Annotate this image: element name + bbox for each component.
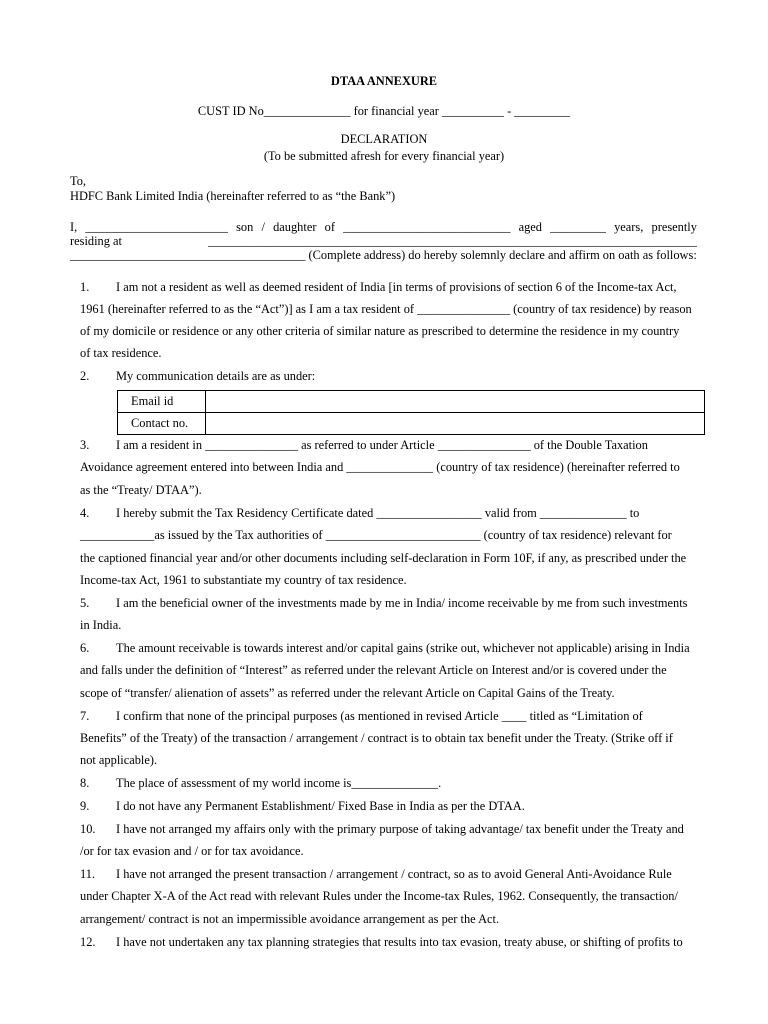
intro-word: of	[324, 220, 335, 234]
item-4-line-4: Income-tax Act, 1961 to substantiate my country of tax residence.	[80, 573, 407, 587]
item-number: 7.	[80, 709, 90, 723]
item-4-line-2: ____________as issued by the Tax authorities of _________________________ (country of tax residence) relevant for	[80, 528, 672, 542]
intro-word: _______________________	[85, 220, 228, 234]
item-4-line-3: the captioned financial year and/or other documents including self-declaration in Form 10F, if any, as prescribed under the	[80, 551, 687, 565]
item-3-line-2: Avoidance agreement entered into between India and ______________ (country of tax residence) (hereinafter referred to	[80, 460, 680, 474]
item-text: I have not arranged my affairs only with the primary purpose of taking advantage/ tax benefit under the Treaty and	[116, 822, 684, 836]
contact-no-label: Contact no.	[118, 413, 206, 435]
item-number: 5.	[80, 596, 90, 610]
bank-line: HDFC Bank Limited India (hereinafter referred to as “the Bank”)	[70, 189, 396, 203]
intro-line-2	[70, 234, 697, 249]
item-5-line-1	[80, 596, 696, 611]
item-text: I do not have any Permanent Establishment/ Fixed Base in India as per the DTAA.	[116, 799, 525, 813]
item-7-line-2: Benefits” of the Treaty) of the transaction / arrangement / contract is to obtain tax benefit under the Treaty. (Strike off if	[80, 731, 673, 745]
contact-details-table	[117, 390, 705, 435]
item-number: 12.	[80, 935, 96, 949]
table-row	[118, 391, 705, 413]
item-text: I have not undertaken any tax planning strategies that results into tax evasion, treaty abuse, or shifting of profits to	[116, 935, 683, 949]
item-2-line-1	[80, 369, 696, 384]
salutation: To,	[70, 174, 86, 188]
item-12-line-1	[80, 935, 696, 950]
item-5-line-2: in India.	[80, 618, 122, 632]
item-8-line-1	[80, 776, 696, 791]
submit-note: (To be submitted afresh for every financial year)	[263, 149, 505, 163]
table-row	[118, 413, 705, 435]
item-number: 11.	[80, 867, 96, 881]
intro-word: presently	[651, 220, 697, 234]
item-text: The amount receivable is towards interest and/or capital gains (strike out, whichever not applicable) arising in India	[116, 641, 690, 655]
item-11-line-3: arrangement/ contract is not an impermissible avoidance arrangement as per the Act.	[80, 912, 500, 926]
cust-id-line: CUST ID No______________ for financial year __________ - _________	[197, 104, 571, 118]
contact-no-value-cell[interactable]	[206, 413, 705, 435]
item-7-line-3: not applicable).	[80, 753, 158, 767]
item-text: I confirm that none of the principal purposes (as mentioned in revised Article ____ titled as “Limitation of	[116, 709, 643, 723]
item-text: I hereby submit the Tax Residency Certificate dated _________________ valid from ______________ to	[116, 506, 640, 520]
intro-word: years,	[614, 220, 644, 234]
item-1-line-2: 1961 (hereinafter referred to as the “Act”)] as I am a tax resident of _______________ (country of tax residence) by reason	[80, 302, 692, 316]
item-11-line-1	[80, 867, 696, 882]
intro-word: son	[236, 220, 254, 234]
intro-word: aged	[518, 220, 542, 234]
item-number: 8.	[80, 776, 90, 790]
item-1-line-3: of my domicile or residence or any other criteria of similar nature as prescribed to determine the residence in my country	[80, 324, 680, 338]
item-1-line-4: of tax residence.	[80, 346, 162, 360]
intro-word: daughter	[273, 220, 317, 234]
item-text: I am the beneficial owner of the investments made by me in India/ income receivable by me from such investments	[116, 596, 688, 610]
item-3-line-1	[80, 438, 696, 453]
item-text: My communication details are as under:	[116, 369, 316, 383]
intro-word: I,	[70, 220, 78, 234]
intro-residing-label: residing at	[70, 234, 122, 248]
intro-word: ___________________________	[343, 220, 511, 234]
item-10-line-1	[80, 822, 696, 837]
email-label: Email id	[118, 391, 206, 413]
item-4-line-1	[80, 506, 696, 521]
item-text: The place of assessment of my world income is______________.	[116, 776, 442, 790]
item-6-line-1	[80, 641, 696, 656]
item-10-line-2: /or for tax evasion and / or for tax avoidance.	[80, 844, 304, 858]
item-text: I have not arranged the present transaction / arrangement / contract, so as to avoid General Anti-Avoidance Rule	[116, 867, 672, 881]
document-title: DTAA ANNEXURE	[330, 74, 438, 88]
item-text: I am not a resident as well as deemed resident of India [in terms of provisions of section 6 of the Income-tax Act,	[116, 280, 677, 294]
intro-line-1	[70, 220, 697, 235]
item-number: 3.	[80, 438, 90, 452]
email-value-cell[interactable]	[206, 391, 705, 413]
item-number: 10.	[80, 822, 96, 836]
item-number: 4.	[80, 506, 90, 520]
item-text: I am a resident in _______________ as referred to under Article _______________ of the Double Taxation	[116, 438, 648, 452]
item-9-line-1	[80, 799, 696, 814]
item-3-line-3: as the “Treaty/ DTAA”).	[80, 483, 202, 497]
item-11-line-2: under Chapter X-A of the Act read with relevant Rules under the Income-tax Rules, 1962. Consequently, the transaction/	[80, 889, 678, 903]
item-number: 2.	[80, 369, 90, 383]
item-number: 6.	[80, 641, 90, 655]
item-6-line-3: scope of “transfer/ alienation of assets” as referred under the relevant Article on Capital Gains of the Treaty.	[80, 686, 615, 700]
item-number: 9.	[80, 799, 90, 813]
item-number: 1.	[80, 280, 90, 294]
declaration-heading: DECLARATION	[340, 132, 428, 146]
intro-line-3: ______________________________________ (Complete address) do hereby solemnly declare and affirm on oath as follows:	[70, 248, 697, 262]
item-1-line-1	[80, 280, 696, 295]
item-6-line-2: and falls under the definition of “Interest” as referred under the relevant Article on Interest and/or is covered under the	[80, 663, 667, 677]
intro-address-blank: _______________________________________________________________________________	[207, 234, 697, 248]
intro-word: _________	[550, 220, 606, 234]
item-7-line-1	[80, 709, 696, 724]
intro-word: /	[261, 220, 265, 234]
